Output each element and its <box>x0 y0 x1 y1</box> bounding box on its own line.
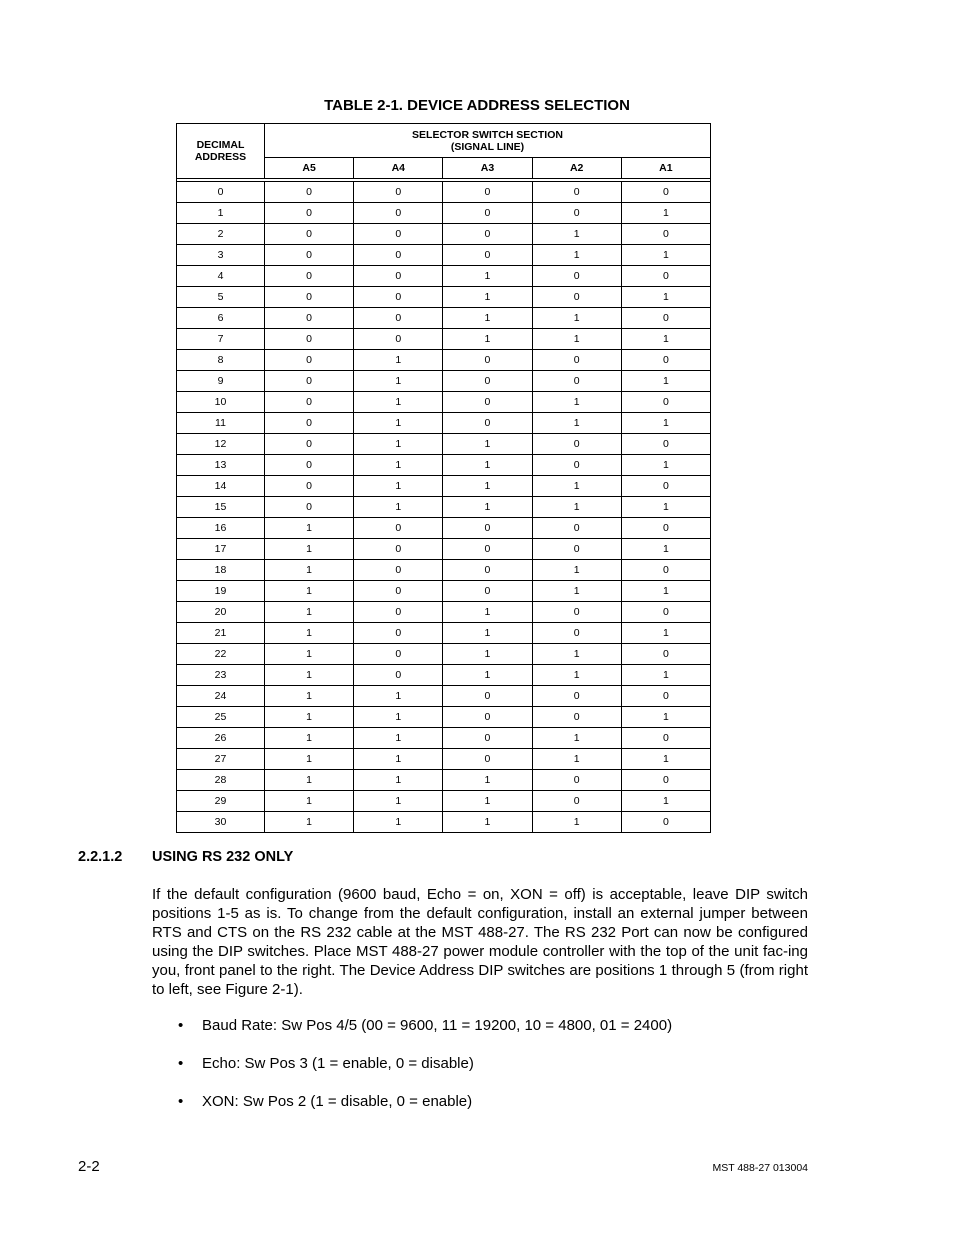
switch-value-cell: 0 <box>265 497 354 518</box>
table-row <box>177 245 711 266</box>
decimal-address-cell: 6 <box>177 308 265 329</box>
switch-value-cell: 1 <box>265 518 354 539</box>
switch-value-cell: 0 <box>354 266 443 287</box>
table-row <box>177 728 711 749</box>
decimal-address-cell: 29 <box>177 791 265 812</box>
table-row <box>177 266 711 287</box>
switch-value-cell: 1 <box>532 224 621 245</box>
switch-value-cell: 1 <box>354 791 443 812</box>
switch-value-cell: 1 <box>443 476 532 497</box>
switch-value-cell: 0 <box>621 266 710 287</box>
switch-value-cell: 0 <box>443 392 532 413</box>
table-row <box>177 644 711 665</box>
decimal-address-cell: 0 <box>177 182 265 203</box>
decimal-address-cell: 14 <box>177 476 265 497</box>
table-row <box>177 623 711 644</box>
decimal-address-cell: 1 <box>177 203 265 224</box>
switch-value-cell: 0 <box>532 371 621 392</box>
switch-value-cell: 0 <box>354 203 443 224</box>
switch-value-cell: 1 <box>443 497 532 518</box>
switch-value-cell: 1 <box>354 707 443 728</box>
table-row <box>177 476 711 497</box>
switch-value-cell: 1 <box>354 476 443 497</box>
switch-value-cell: 1 <box>621 749 710 770</box>
switch-value-cell: 0 <box>354 518 443 539</box>
switch-value-cell: 0 <box>532 203 621 224</box>
switch-value-cell: 1 <box>265 665 354 686</box>
list-item <box>178 1092 672 1130</box>
bullet-text: Baud Rate: Sw Pos 4/5 (00 = 9600, 11 = 19200, 10 = 4800, 01 = 2400) <box>202 1017 673 1034</box>
switch-value-cell: 1 <box>621 371 710 392</box>
switch-value-cell: 1 <box>532 560 621 581</box>
table-row <box>177 434 711 455</box>
table-row <box>177 182 711 203</box>
switch-value-cell: 0 <box>532 182 621 203</box>
switch-value-cell: 1 <box>265 770 354 791</box>
table-row <box>177 812 711 833</box>
switch-value-cell: 1 <box>621 665 710 686</box>
table-row <box>177 308 711 329</box>
table-row <box>177 455 711 476</box>
switch-value-cell: 1 <box>532 308 621 329</box>
switch-value-cell: 0 <box>532 518 621 539</box>
switch-value-cell: 1 <box>621 539 710 560</box>
switch-value-cell: 1 <box>532 245 621 266</box>
switch-value-cell: 1 <box>265 539 354 560</box>
switch-value-cell: 0 <box>621 308 710 329</box>
column-header: A3 <box>443 158 532 179</box>
switch-value-cell: 1 <box>354 350 443 371</box>
switch-value-cell: 1 <box>354 434 443 455</box>
switch-value-cell: 1 <box>621 329 710 350</box>
switch-value-cell: 0 <box>354 665 443 686</box>
decimal-address-cell: 17 <box>177 539 265 560</box>
table-row <box>177 539 711 560</box>
column-header: A1 <box>621 158 710 179</box>
switch-value-cell: 0 <box>621 224 710 245</box>
switch-value-cell: 0 <box>265 266 354 287</box>
decimal-address-cell: 8 <box>177 350 265 371</box>
switch-value-cell: 1 <box>354 497 443 518</box>
table-row <box>177 518 711 539</box>
switch-value-cell: 0 <box>532 434 621 455</box>
switch-value-cell: 0 <box>265 203 354 224</box>
table-row <box>177 287 711 308</box>
switch-value-cell: 1 <box>532 644 621 665</box>
switch-value-cell: 1 <box>443 602 532 623</box>
bullet-list <box>178 1016 672 1130</box>
switch-value-cell: 1 <box>443 287 532 308</box>
switch-value-cell: 0 <box>443 560 532 581</box>
switch-value-cell: 0 <box>532 770 621 791</box>
table-row <box>177 560 711 581</box>
decimal-address-cell: 18 <box>177 560 265 581</box>
switch-value-cell: 1 <box>621 245 710 266</box>
switch-value-cell: 1 <box>621 413 710 434</box>
switch-value-cell: 1 <box>265 728 354 749</box>
list-item <box>178 1016 672 1054</box>
switch-value-cell: 1 <box>354 455 443 476</box>
switch-value-cell: 1 <box>443 308 532 329</box>
switch-value-cell: 1 <box>621 791 710 812</box>
bullet-marker: • <box>178 1093 184 1110</box>
table-row <box>177 497 711 518</box>
decimal-address-cell: 21 <box>177 623 265 644</box>
switch-value-cell: 1 <box>354 770 443 791</box>
decimal-address-cell: 28 <box>177 770 265 791</box>
document-id: MST 488-27 013004 <box>712 1162 808 1174</box>
table-row <box>177 770 711 791</box>
switch-value-cell: 0 <box>354 539 443 560</box>
decimal-address-cell: 2 <box>177 224 265 245</box>
switch-value-cell: 1 <box>532 392 621 413</box>
decimal-address-cell: 15 <box>177 497 265 518</box>
switch-value-cell: 0 <box>265 224 354 245</box>
switch-value-cell: 0 <box>443 728 532 749</box>
switch-value-cell: 0 <box>354 581 443 602</box>
decimal-address-cell: 10 <box>177 392 265 413</box>
decimal-address-cell: 26 <box>177 728 265 749</box>
switch-value-cell: 0 <box>621 350 710 371</box>
table-row <box>177 224 711 245</box>
switch-value-cell: 0 <box>532 707 621 728</box>
switch-value-cell: 1 <box>621 707 710 728</box>
table-row <box>177 371 711 392</box>
switch-value-cell: 0 <box>443 581 532 602</box>
switch-value-cell: 1 <box>265 623 354 644</box>
bullet-marker: • <box>178 1055 184 1072</box>
section-title: USING RS 232 ONLY <box>152 849 294 865</box>
switch-value-cell: 0 <box>443 182 532 203</box>
decimal-address-cell: 27 <box>177 749 265 770</box>
switch-value-cell: 0 <box>443 413 532 434</box>
switch-value-cell: 1 <box>354 392 443 413</box>
decimal-address-cell: 20 <box>177 602 265 623</box>
decimal-address-cell: 5 <box>177 287 265 308</box>
table-row <box>177 665 711 686</box>
decimal-address-cell: 13 <box>177 455 265 476</box>
switch-value-cell: 1 <box>265 791 354 812</box>
table-row <box>177 581 711 602</box>
switch-value-cell: 0 <box>621 812 710 833</box>
switch-value-cell: 0 <box>621 182 710 203</box>
table-title: TABLE 2-1. DEVICE ADDRESS SELECTION <box>324 97 630 114</box>
switch-value-cell: 0 <box>532 455 621 476</box>
switch-value-cell: 1 <box>532 497 621 518</box>
switch-value-cell: 0 <box>354 560 443 581</box>
switch-value-cell: 0 <box>265 392 354 413</box>
switch-value-cell: 0 <box>443 203 532 224</box>
switch-value-cell: 0 <box>354 308 443 329</box>
switch-value-cell: 0 <box>265 476 354 497</box>
decimal-address-cell: 23 <box>177 665 265 686</box>
switch-value-cell: 1 <box>354 371 443 392</box>
switch-value-cell: 0 <box>354 287 443 308</box>
decimal-address-cell: 30 <box>177 812 265 833</box>
switch-value-cell: 1 <box>532 476 621 497</box>
decimal-address-cell: 25 <box>177 707 265 728</box>
switch-value-cell: 0 <box>265 455 354 476</box>
switch-value-cell: 1 <box>443 623 532 644</box>
switch-value-cell: 1 <box>532 581 621 602</box>
bullet-marker: • <box>178 1017 184 1034</box>
switch-value-cell: 0 <box>532 686 621 707</box>
switch-value-cell: 0 <box>532 266 621 287</box>
switch-value-cell: 0 <box>532 623 621 644</box>
selector-switch-header-line1: SELECTOR SWITCH SECTION <box>412 128 563 141</box>
switch-value-cell: 1 <box>532 749 621 770</box>
switch-value-cell: 1 <box>532 812 621 833</box>
switch-value-cell: 0 <box>443 224 532 245</box>
switch-value-cell: 0 <box>265 371 354 392</box>
switch-value-cell: 1 <box>443 665 532 686</box>
switch-value-cell: 1 <box>265 644 354 665</box>
switch-value-cell: 0 <box>354 329 443 350</box>
switch-value-cell: 0 <box>532 791 621 812</box>
switch-value-cell: 1 <box>532 413 621 434</box>
switch-value-cell: 1 <box>621 623 710 644</box>
switch-value-cell: 1 <box>354 812 443 833</box>
switch-value-cell: 1 <box>443 455 532 476</box>
table-row <box>177 350 711 371</box>
switch-value-cell: 0 <box>621 434 710 455</box>
switch-value-cell: 1 <box>265 686 354 707</box>
switch-value-cell: 0 <box>621 728 710 749</box>
switch-value-cell: 1 <box>354 749 443 770</box>
decimal-address-cell: 4 <box>177 266 265 287</box>
switch-value-cell: 1 <box>443 644 532 665</box>
switch-value-cell: 0 <box>532 602 621 623</box>
switch-value-cell: 0 <box>621 644 710 665</box>
switch-value-cell: 0 <box>354 224 443 245</box>
switch-value-cell: 1 <box>532 665 621 686</box>
switch-value-cell: 0 <box>443 371 532 392</box>
switch-value-cell: 0 <box>354 623 443 644</box>
switch-value-cell: 0 <box>443 749 532 770</box>
decimal-address-cell: 24 <box>177 686 265 707</box>
switch-value-cell: 1 <box>443 812 532 833</box>
selector-switch-header-line2: (SIGNAL LINE) <box>450 140 525 153</box>
selector-switch-header <box>265 124 711 158</box>
switch-value-cell: 0 <box>265 350 354 371</box>
column-header: A2 <box>532 158 621 179</box>
switch-value-cell: 0 <box>621 602 710 623</box>
decimal-address-header: DECIMAL ADDRESS <box>177 124 265 179</box>
switch-value-cell: 0 <box>265 308 354 329</box>
switch-value-cell: 0 <box>532 539 621 560</box>
switch-value-cell: 1 <box>621 287 710 308</box>
switch-value-cell: 0 <box>621 392 710 413</box>
switch-value-cell: 0 <box>265 287 354 308</box>
switch-value-cell: 0 <box>621 518 710 539</box>
switch-value-cell: 1 <box>443 791 532 812</box>
bullet-text: XON: Sw Pos 2 (1 = disable, 0 = enable) <box>202 1093 473 1110</box>
switch-value-cell: 0 <box>443 350 532 371</box>
switch-value-cell: 1 <box>621 203 710 224</box>
switch-value-cell: 0 <box>443 518 532 539</box>
switch-value-cell: 0 <box>532 350 621 371</box>
switch-value-cell: 1 <box>532 329 621 350</box>
switch-value-cell: 0 <box>354 602 443 623</box>
switch-value-cell: 0 <box>443 686 532 707</box>
switch-value-cell: 1 <box>354 686 443 707</box>
switch-value-cell: 0 <box>265 434 354 455</box>
switch-value-cell: 0 <box>443 245 532 266</box>
switch-value-cell: 0 <box>265 182 354 203</box>
table-row <box>177 686 711 707</box>
switch-value-cell: 0 <box>443 707 532 728</box>
switch-value-cell: 0 <box>621 476 710 497</box>
decimal-address-cell: 3 <box>177 245 265 266</box>
switch-value-cell: 1 <box>532 728 621 749</box>
table-row <box>177 413 711 434</box>
decimal-address-cell: 9 <box>177 371 265 392</box>
table-row <box>177 749 711 770</box>
switch-value-cell: 1 <box>265 581 354 602</box>
table-row <box>177 392 711 413</box>
switch-value-cell: 1 <box>621 455 710 476</box>
table-row <box>177 329 711 350</box>
switch-value-cell: 0 <box>354 182 443 203</box>
switch-value-cell: 1 <box>443 770 532 791</box>
switch-value-cell: 1 <box>265 707 354 728</box>
switch-value-cell: 0 <box>621 560 710 581</box>
switch-value-cell: 1 <box>265 812 354 833</box>
switch-value-cell: 0 <box>354 245 443 266</box>
switch-value-cell: 0 <box>443 539 532 560</box>
page-number: 2-2 <box>78 1158 100 1175</box>
switch-value-cell: 0 <box>532 287 621 308</box>
switch-value-cell: 0 <box>265 329 354 350</box>
table-row <box>177 791 711 812</box>
device-address-table <box>176 123 711 833</box>
switch-value-cell: 1 <box>443 266 532 287</box>
list-item <box>178 1054 672 1092</box>
switch-value-cell: 1 <box>265 602 354 623</box>
decimal-address-cell: 22 <box>177 644 265 665</box>
section-paragraph: If the default configuration (9600 baud, Echo = on, XON = off) is acceptable, leave DIP switch positions 1-5 as is. To change from the default configuration, install an external jumper between RTS and CTS on the RS 232 cable at the MST 488-27. The RS 232 Port can now be configured using the DIP switches. Place MST 488-27 power module controller with the top of the unit fac-ing you, front panel to the right. The Device Address DIP switches are positions 1 through 5 (from right to left, see Figure 2-1). <box>152 886 808 998</box>
switch-value-cell: 1 <box>621 497 710 518</box>
bullet-text: Echo: Sw Pos 3 (1 = enable, 0 = disable) <box>202 1055 474 1072</box>
switch-value-cell: 1 <box>443 434 532 455</box>
decimal-address-cell: 19 <box>177 581 265 602</box>
column-header: A4 <box>354 158 443 179</box>
table-row <box>177 203 711 224</box>
switch-value-cell: 0 <box>265 245 354 266</box>
switch-value-cell: 0 <box>621 686 710 707</box>
decimal-address-cell: 7 <box>177 329 265 350</box>
decimal-address-cell: 11 <box>177 413 265 434</box>
section-number: 2.2.1.2 <box>78 849 123 865</box>
switch-value-cell: 1 <box>621 581 710 602</box>
switch-value-cell: 1 <box>354 413 443 434</box>
section-heading <box>78 849 293 865</box>
decimal-address-cell: 16 <box>177 518 265 539</box>
switch-value-cell: 1 <box>265 749 354 770</box>
switch-value-cell: 0 <box>265 413 354 434</box>
table-row <box>177 602 711 623</box>
switch-value-cell: 1 <box>443 329 532 350</box>
decimal-address-cell: 12 <box>177 434 265 455</box>
switch-value-cell: 1 <box>265 560 354 581</box>
switch-value-cell: 0 <box>354 644 443 665</box>
switch-value-cell: 0 <box>621 770 710 791</box>
column-header: A5 <box>265 158 354 179</box>
table-row <box>177 707 711 728</box>
switch-value-cell: 1 <box>354 728 443 749</box>
